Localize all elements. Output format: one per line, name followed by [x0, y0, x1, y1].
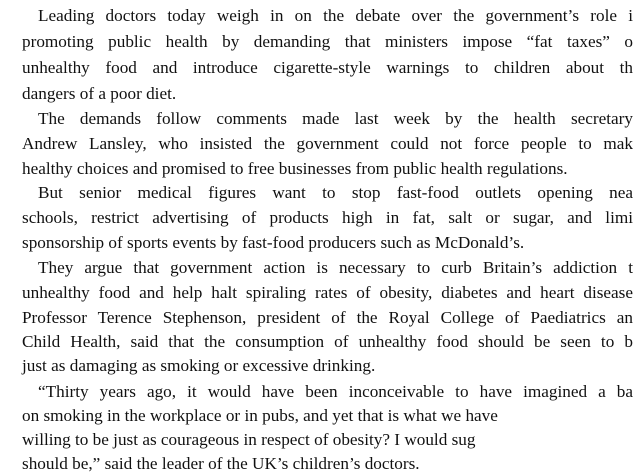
text-line: Leading doctors today weigh in on the debate over the government’s role i: [38, 6, 633, 25]
text-line: They argue that government action is necessary to curb Britain’s addiction t: [38, 258, 633, 277]
text-line: sponsorship of sports events by fast-food producers such as McDonald’s.: [22, 233, 525, 252]
text-line: Child Health, said that the consumption of unhealthy food should be seen to b: [22, 332, 633, 351]
text-line: Andrew Lansley, who insisted the government could not force people to mak: [22, 134, 633, 153]
text-line: dangers of a poor diet.: [22, 84, 177, 103]
text-line: healthy choices and promised to free businesses from public health regulations.: [22, 159, 568, 178]
text-line: schools, restrict advertising of products high in fat, salt or sugar, and limi: [22, 208, 633, 227]
text-line: just as damaging as smoking or excessive drinking.: [22, 356, 376, 375]
text-line: But senior medical figures want to stop fast-food outlets opening nea: [38, 183, 633, 202]
text-line: “Thirty years ago, it would have been inconceivable to have imagined a ba: [38, 382, 633, 401]
text-line: Professor Terence Stephenson, president of the Royal College of Paediatrics an: [22, 308, 633, 327]
text-line: willing to be just as courageous in respect of obesity? I would sug: [22, 430, 476, 449]
text-line: unhealthy food and introduce cigarette-style warnings to children about th: [22, 58, 633, 77]
text-line: promoting public health by demanding that ministers impose “fat taxes” o: [22, 32, 633, 51]
text-line: unhealthy food and help halt spiraling rates of obesity, diabetes and heart disease: [22, 283, 633, 302]
text-line: on smoking in the workplace or in pubs, and yet that is what we have: [22, 406, 498, 425]
text-line: should be,” said the leader of the UK’s children’s doctors.: [22, 454, 420, 473]
text-line: The demands follow comments made last week by the health secretary: [38, 109, 633, 128]
